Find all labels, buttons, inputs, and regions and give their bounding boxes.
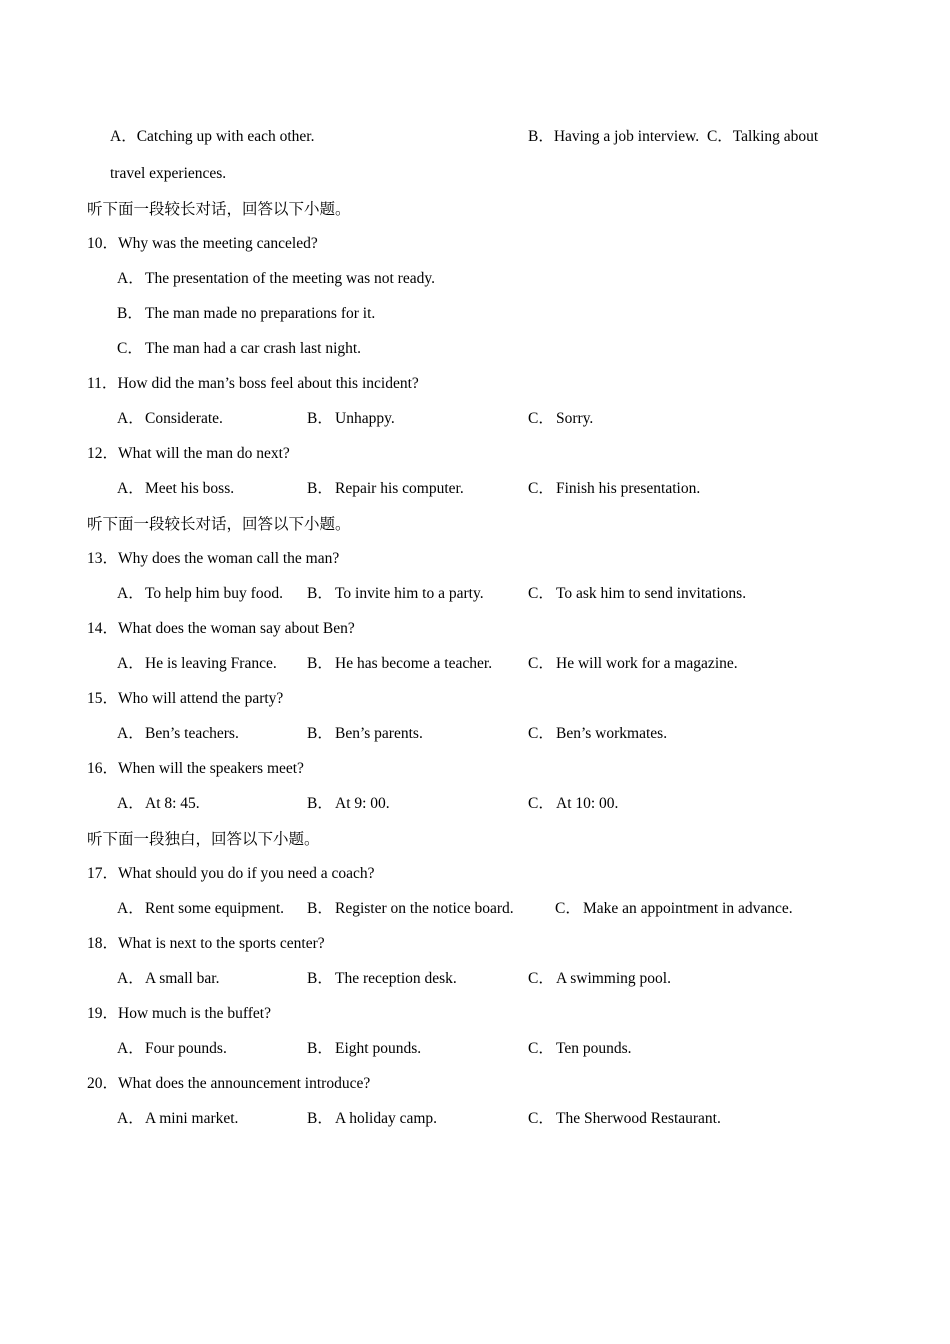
q9-option-b: B．Having a job interview. xyxy=(528,128,700,145)
q10-option-a: A．The presentation of the meeting was not ready. xyxy=(117,270,435,287)
question-10: 10．Why was the meeting canceled? xyxy=(87,235,318,252)
q9-option-c: C．Talking about xyxy=(706,128,819,145)
section-instruction: 听下面一段独白，回答以下小题。 xyxy=(87,831,320,848)
q19-option-c: C． Ten pounds. xyxy=(528,1040,632,1057)
q13-option-b: B． To invite him to a party. xyxy=(307,585,484,602)
question-14: 14．What does the woman say about Ben? xyxy=(87,620,355,637)
q11-option-b: B． Unhappy. xyxy=(307,410,395,427)
q9-option-b-c xyxy=(528,127,818,147)
question-11: 11．How did the man’s boss feel about this incident? xyxy=(87,375,419,392)
q18-option-c: C． A swimming pool. xyxy=(528,970,671,987)
q12-option-a: A．Meet his boss. xyxy=(117,480,235,497)
q13-option-a: A．To help him buy food. xyxy=(117,585,283,602)
question-19: 19．How much is the buffet? xyxy=(87,1005,271,1022)
question-17: 17．What should you do if you need a coach? xyxy=(87,865,375,882)
q17-option-b: B． Register on the notice board. xyxy=(307,900,514,917)
q19-option-a: A．Four pounds. xyxy=(117,1040,227,1057)
q19-option-b: B． Eight pounds. xyxy=(307,1040,422,1057)
q16-option-b: B． At 9: 00. xyxy=(307,795,390,812)
q13-option-c: C． To ask him to send invitations. xyxy=(528,585,747,602)
q11-option-c: C． Sorry. xyxy=(528,410,594,427)
q10-option-c: C． The man had a car crash last night. xyxy=(117,340,362,357)
section-instruction: 听下面一段较长对话，回答以下小题。 xyxy=(87,201,351,218)
q18-option-a: A．A small bar. xyxy=(117,970,220,987)
q9-option-c-continued: travel experiences. xyxy=(110,165,227,182)
section-instruction: 听下面一段较长对话，回答以下小题。 xyxy=(87,516,351,533)
q12-option-c: C． Finish his presentation. xyxy=(528,480,701,497)
q14-option-c: C． He will work for a magazine. xyxy=(528,655,738,672)
question-13: 13．Why does the woman call the man? xyxy=(87,550,340,567)
q11-option-a: A．Considerate. xyxy=(117,410,223,427)
q16-option-a: A．At 8: 45. xyxy=(117,795,200,812)
q10-option-b: B． The man made no preparations for it. xyxy=(117,305,376,322)
q15-option-c: C． Ben’s workmates. xyxy=(528,725,668,742)
q14-option-a: A．He is leaving France. xyxy=(117,655,277,672)
question-20: 20．What does the announcement introduce? xyxy=(87,1075,371,1092)
q20-option-a: A．A mini market. xyxy=(117,1110,239,1127)
q20-option-c: C． The Sherwood Restaurant. xyxy=(528,1110,721,1127)
question-16: 16．When will the speakers meet? xyxy=(87,760,304,777)
q15-option-a: A．Ben’s teachers. xyxy=(117,725,239,742)
question-18: 18．What is next to the sports center? xyxy=(87,935,325,952)
q14-option-b: B． He has become a teacher. xyxy=(307,655,493,672)
q20-option-b: B． A holiday camp. xyxy=(307,1110,438,1127)
q12-option-b: B． Repair his computer. xyxy=(307,480,464,497)
question-15: 15．Who will attend the party? xyxy=(87,690,284,707)
q18-option-b: B． The reception desk. xyxy=(307,970,457,987)
q15-option-b: B． Ben’s parents. xyxy=(307,725,423,742)
q17-option-a: A．Rent some equipment. xyxy=(117,900,285,917)
q16-option-c: C． At 10: 00. xyxy=(528,795,619,812)
question-12: 12．What will the man do next? xyxy=(87,445,290,462)
q9-option-a: A．Catching up with each other. xyxy=(110,128,315,145)
q17-option-c: C． Make an appointment in advance. xyxy=(555,900,793,917)
